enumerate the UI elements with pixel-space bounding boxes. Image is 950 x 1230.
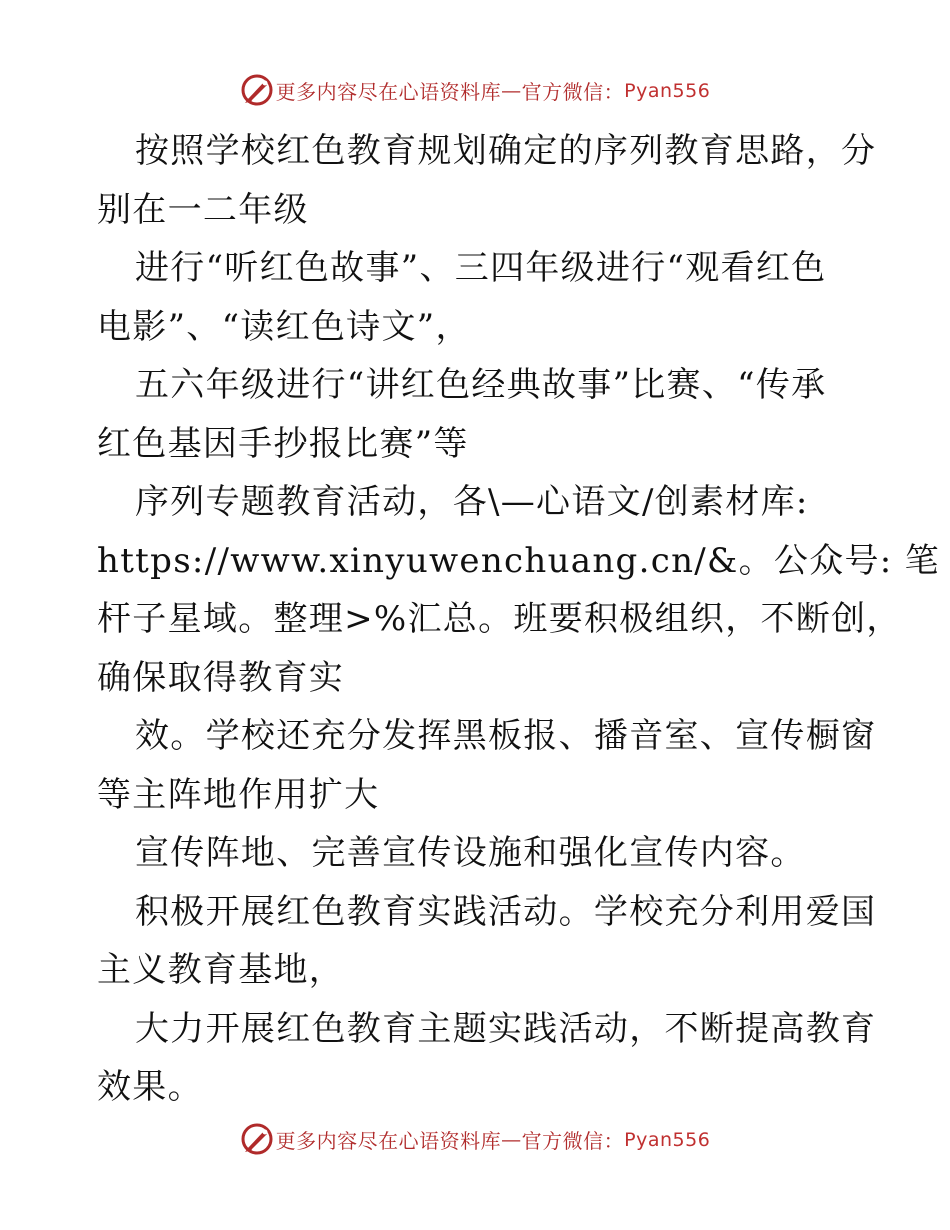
banner-official-label: 官方微信： [521, 1128, 625, 1153]
body-line: 积极开展红色教育实践活动。学校充分利用爱国 [135, 891, 877, 932]
quill-pen-logo-icon [240, 73, 274, 107]
footer-banner [0, 1119, 950, 1159]
banner-separator: — [501, 78, 522, 102]
body-line: 等主阵地作用扩大 [97, 774, 380, 815]
quill-pen-logo-icon [240, 1122, 274, 1156]
body-line: 杆子星域。整理>%汇总。班要积极组织，不断创， [97, 599, 902, 639]
document-body [97, 122, 940, 1117]
body-line: 红色基因手抄报比赛”等 [97, 423, 469, 464]
banner-brand-text: 更多内容尽在心语资料库 [275, 1128, 502, 1153]
header-banner [0, 70, 950, 110]
body-line: 主义教育基地， [97, 950, 345, 990]
body-line: 宣传阵地、完善宣传设施和强化宣传内容。 [135, 833, 806, 873]
body-line: 效果。 [97, 1067, 203, 1107]
body-line: https://www.xinyuwenchuang.cn/&。公众号: 笔 [97, 540, 940, 581]
body-line: 五六年级进行“讲红色经典故事”比赛、“传承 [135, 365, 827, 405]
banner-wechat-id: Pyan556 [624, 80, 711, 102]
banner-wechat-id: Pyan556 [624, 1129, 711, 1151]
banner-brand-text: 更多内容尽在心语资料库 [275, 79, 502, 104]
body-line: 别在一二年级 [97, 189, 309, 230]
body-line: 进行“听红色故事”、三四年级进行“观看红色 [135, 248, 827, 288]
body-line: 确保取得教育实 [97, 657, 345, 698]
banner-separator: — [501, 1127, 522, 1151]
body-line: 大力开展红色教育主题实践活动，不断提高教育 [135, 1008, 877, 1049]
body-line: 电影”、“读红色诗文”， [97, 306, 471, 347]
body-line: 序列专题教育活动，各\—心语文/创素材库: [135, 482, 809, 522]
banner-official-label: 官方微信： [521, 79, 625, 104]
body-line: 按照学校红色教育规划确定的序列教育思路，分 [135, 131, 877, 171]
body-line: 效。学校还充分发挥黑板报、播音室、宣传橱窗 [135, 716, 877, 756]
